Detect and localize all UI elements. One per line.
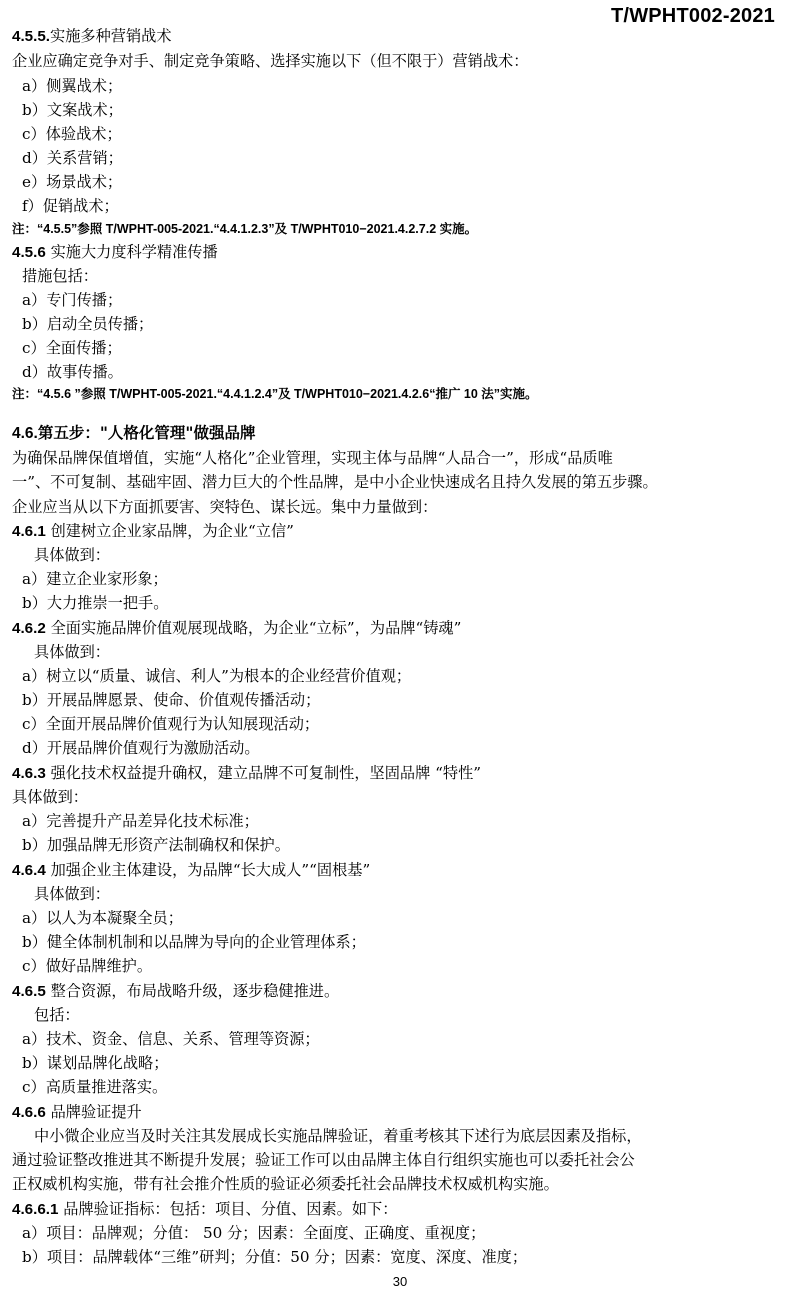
line-text: c）全面开展品牌价值观行为认知展现活动； xyxy=(22,715,320,733)
line-text: d）开展品牌价值观行为激励活动。 xyxy=(22,739,260,757)
line-text: a）技术、资金、信息、关系、管理等资源； xyxy=(22,1030,320,1048)
section-title: 加强企业主体建设，为品牌“长大成人”“固根基” xyxy=(45,861,371,879)
section-heading xyxy=(12,1101,142,1123)
body-text-line xyxy=(34,883,110,905)
body-text-line xyxy=(22,689,320,711)
line-text: 具体做到： xyxy=(34,643,110,661)
line-text: b）项目：品牌载体“三维”研判；分值：50 分；因素：宽度、深度、准度； xyxy=(22,1248,528,1266)
line-text: 一”、不可复制、基础牢固、潜力巨大的个性品牌，是中小企业快速成名且持久发展的第五步骤。 xyxy=(12,473,658,491)
line-text: a）侧翼战术； xyxy=(22,77,123,95)
body-text-line xyxy=(34,641,110,663)
line-text: 正权威机构实施，带有社会推介性质的验证必须委托社会品牌技术权威机构实施。 xyxy=(12,1175,559,1193)
section-number: 4.6.2 xyxy=(12,620,46,637)
line-text: e）场景战术； xyxy=(22,173,123,191)
line-text: d）故事传播。 xyxy=(22,363,123,381)
body-text-line xyxy=(22,337,122,359)
body-text-line xyxy=(22,313,153,335)
line-text: 具体做到： xyxy=(12,788,88,806)
line-text: 措施包括： xyxy=(22,267,98,285)
line-text: c）体验战术； xyxy=(22,125,122,143)
body-text-line xyxy=(12,496,437,518)
line-text: 企业应当从以下方面抓要害、突特色、谋长远。集中力量做到： xyxy=(12,498,438,516)
section-heading xyxy=(12,859,370,881)
body-text-line xyxy=(22,1052,168,1074)
line-text: a）建立企业家形象； xyxy=(22,570,168,588)
page-number: 30 xyxy=(392,1274,408,1289)
line-text: c）高质量推进落实。 xyxy=(22,1078,168,1096)
body-text-line xyxy=(22,75,122,97)
body-text-line xyxy=(22,931,366,953)
section-title: 整合资源，布局战略升级，逐步稳健推进。 xyxy=(45,982,340,1000)
line-text: a）以人为本凝聚全员； xyxy=(22,909,183,927)
line-text: 为确保品牌保值增值，实施“人格化”企业管理，实现主体与品牌“人品合一”，形成“品质唯 xyxy=(12,449,613,467)
body-text-line xyxy=(22,955,152,977)
section-number: 4.5.6 xyxy=(12,244,46,261)
body-text-line xyxy=(22,592,168,614)
line-text: d）关系营销； xyxy=(22,149,123,167)
body-text-line xyxy=(34,544,110,566)
line-text: 具体做到： xyxy=(34,885,110,903)
line-text: b）大力推崇一把手。 xyxy=(22,594,169,612)
body-text-line xyxy=(12,786,88,808)
line-text: 通过验证整改推进其不断提升发展；验证工作可以由品牌主体自行组织实施也可以委托社会公 xyxy=(12,1151,635,1169)
body-text-line xyxy=(22,123,122,145)
line-text: b）加强品牌无形资产法制确权和保护。 xyxy=(22,836,290,854)
body-text-line xyxy=(22,171,122,193)
section-title: 全面实施品牌价值观展现战略，为企业“立标”，为品牌“铸魂” xyxy=(45,619,462,637)
line-text: 企业应确定竞争对手、制定竞争策略、选择实施以下（但不限于）营销战术： xyxy=(12,52,529,70)
section-heading xyxy=(12,241,218,263)
section-heading xyxy=(12,617,461,639)
body-text-line xyxy=(22,265,98,287)
line-text: a）完善提升产品差异化技术标准； xyxy=(22,812,259,830)
body-text-line xyxy=(12,471,658,493)
section-heading xyxy=(12,25,172,47)
line-text: b）谋划品牌化战略； xyxy=(22,1054,169,1072)
line-text: 中小微企业应当及时关注其发展成长实施品牌验证，着重考核其下述行为底层因素及指标， xyxy=(34,1127,642,1145)
body-text-line xyxy=(22,1246,527,1268)
body-text-line xyxy=(22,195,119,217)
body-text-line xyxy=(22,99,123,121)
body-text-line xyxy=(22,907,183,929)
note-line xyxy=(12,383,538,405)
section-number: 4.6.6.1 xyxy=(12,1201,59,1218)
section-number: 4.6. xyxy=(12,425,38,442)
note-text: 注：“4.5.5”参照 T/WPHT-005-2021.“4.4.1.2.3”及 T/WPHT010−2021.4.2.7.2 实施。 xyxy=(12,222,478,236)
section-title: 实施多种营销战术 xyxy=(50,27,172,45)
body-text-line xyxy=(22,1028,320,1050)
body-text-line xyxy=(12,50,528,72)
body-text-line xyxy=(22,665,411,687)
body-text-line xyxy=(34,1004,80,1026)
section-title: 创建树立企业家品牌，为企业“立信” xyxy=(45,522,294,540)
document-code: T/WPHT002-2021 xyxy=(611,5,775,27)
section-heading xyxy=(12,520,294,542)
body-text-line xyxy=(12,1149,635,1171)
body-text-line xyxy=(22,361,123,383)
section-number: 4.6.5 xyxy=(12,983,46,1000)
section-title: 品牌验证提升 xyxy=(45,1103,142,1121)
line-text: b）文案战术； xyxy=(22,101,123,119)
body-text-line xyxy=(22,810,259,832)
body-text-line xyxy=(22,1222,485,1244)
note-text: 注：“4.5.6 ”参照 T/WPHT-005-2021.“4.4.1.2.4”及 T/WPHT010−2021.4.2.6“推广 10 法”实施。 xyxy=(12,387,538,401)
section-title: 实施大力度科学精准传播 xyxy=(45,243,218,261)
body-text-line xyxy=(22,737,260,759)
body-text-line xyxy=(22,713,319,735)
section-number: 4.6.6 xyxy=(12,1104,46,1121)
section-heading xyxy=(12,1198,397,1220)
line-text: c）做好品牌维护。 xyxy=(22,957,153,975)
body-text-line xyxy=(12,447,613,469)
section-heading xyxy=(12,762,481,784)
section-title: 品牌验证指标：包括：项目、分值、因素。如下： xyxy=(58,1200,398,1218)
section-heading xyxy=(12,980,339,1002)
section-heading xyxy=(12,422,256,444)
body-text-line xyxy=(22,834,290,856)
section-number: 4.6.1 xyxy=(12,523,46,540)
section-number: 4.6.3 xyxy=(12,765,46,782)
body-text-line xyxy=(34,1125,642,1147)
line-text: 包括： xyxy=(34,1006,80,1024)
line-text: a）树立以“质量、诚信、利人”为根本的企业经营价值观； xyxy=(22,667,412,685)
line-text: b）启动全员传播； xyxy=(22,315,154,333)
section-number: 4.6.4 xyxy=(12,862,46,879)
body-text-line xyxy=(22,289,122,311)
body-text-line xyxy=(22,1076,167,1098)
note-line xyxy=(12,218,477,240)
line-text: 具体做到： xyxy=(34,546,110,564)
body-text-line xyxy=(22,568,168,590)
line-text: f）促销战术； xyxy=(22,197,119,215)
line-text: b）开展品牌愿景、使命、价值观传播活动； xyxy=(22,691,321,709)
line-text: a）项目：品牌观；分值： 50 分；因素：全面度、正确度、重视度； xyxy=(22,1224,486,1242)
section-title: 第五步："人格化管理"做强品牌 xyxy=(37,423,256,442)
body-text-line xyxy=(12,1173,559,1195)
section-number: 4.5.5. xyxy=(12,28,50,45)
body-text-line xyxy=(22,147,123,169)
line-text: b）健全体制机制和以品牌为导向的企业管理体系； xyxy=(22,933,366,951)
section-title: 强化技术权益提升确权，建立品牌不可复制性，坚固品牌 “特性” xyxy=(45,764,482,782)
line-text: c）全面传播； xyxy=(22,339,122,357)
line-text: a）专门传播； xyxy=(22,291,123,309)
